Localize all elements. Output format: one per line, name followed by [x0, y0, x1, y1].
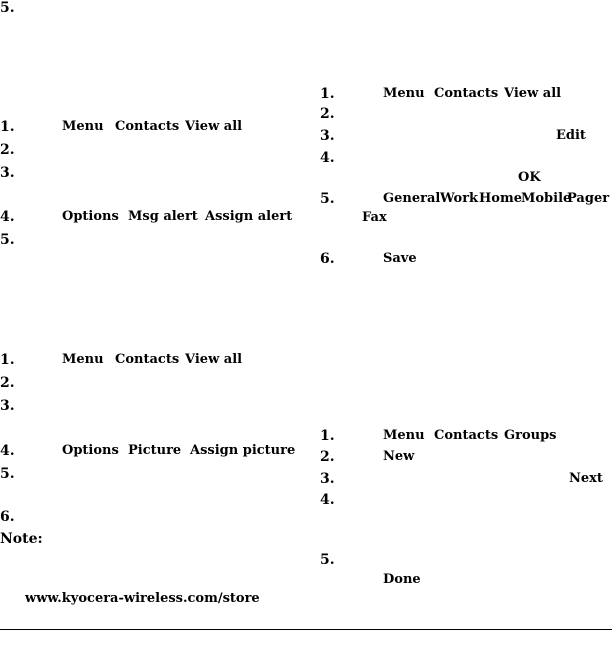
step-number: 3.: [320, 128, 335, 144]
step-number: 6.: [320, 251, 335, 267]
contacts-keyword: Contacts: [115, 352, 180, 367]
view-all-keyword: View all: [185, 119, 243, 134]
save-keyword: Save: [383, 251, 417, 266]
menu-keyword: Menu: [383, 428, 425, 443]
fax-keyword: Fax: [362, 210, 387, 225]
msg-alert-keyword: Msg alert: [128, 209, 198, 224]
step-number: 2.: [0, 142, 15, 158]
contacts-keyword: Contacts: [115, 119, 180, 134]
edit-keyword: Edit: [556, 128, 586, 143]
step-number: 2.: [320, 106, 335, 122]
menu-keyword: Menu: [62, 352, 104, 367]
new-keyword: New: [383, 449, 415, 464]
step-number: 4.: [320, 492, 335, 508]
home-keyword: Home: [479, 191, 522, 206]
picture-keyword: Picture: [128, 443, 182, 458]
footer-divider: [0, 629, 612, 630]
menu-keyword: Menu: [62, 119, 104, 134]
step-number: 3.: [0, 398, 15, 414]
view-all-keyword: View all: [185, 352, 243, 367]
view-all-keyword: View all: [504, 86, 562, 101]
work-keyword: Work: [440, 191, 479, 206]
groups-keyword: Groups: [504, 428, 557, 443]
done-keyword: Done: [383, 572, 421, 587]
step-number: 5.: [0, 466, 15, 482]
options-keyword: Options: [62, 443, 119, 458]
step-number: 6.: [0, 509, 15, 525]
step-number: 1.: [0, 352, 15, 368]
options-keyword: Options: [62, 209, 119, 224]
step-number: 1.: [0, 119, 15, 135]
next-keyword: Next: [569, 471, 603, 486]
step-number: 1.: [320, 86, 335, 102]
general-keyword: General: [383, 191, 441, 206]
step-number: 5.: [320, 552, 335, 568]
ok-keyword: OK: [518, 170, 541, 185]
assign-picture-keyword: Assign picture: [190, 443, 296, 458]
step-number: 4.: [320, 150, 335, 166]
step-number: 2.: [320, 449, 335, 465]
step-number: 5.: [0, 232, 15, 248]
store-url-link[interactable]: www.kyocera-wireless.com/store: [25, 591, 260, 606]
step-number: 2.: [0, 375, 15, 391]
step-number: 4.: [0, 209, 15, 225]
step-number: 1.: [320, 428, 335, 444]
step-number: 3.: [0, 165, 15, 181]
assign-alert-keyword: Assign alert: [205, 209, 293, 224]
step-number: 5.: [0, 0, 15, 16]
pager-keyword: Pager: [567, 191, 610, 206]
step-number: 4.: [0, 443, 15, 459]
contacts-keyword: Contacts: [434, 86, 499, 101]
step-number: 5.: [320, 191, 335, 207]
note-label: Note:: [0, 531, 43, 547]
mobile-keyword: Mobile: [521, 191, 572, 206]
contacts-keyword: Contacts: [434, 428, 499, 443]
step-number: 3.: [320, 471, 335, 487]
menu-keyword: Menu: [383, 86, 425, 101]
